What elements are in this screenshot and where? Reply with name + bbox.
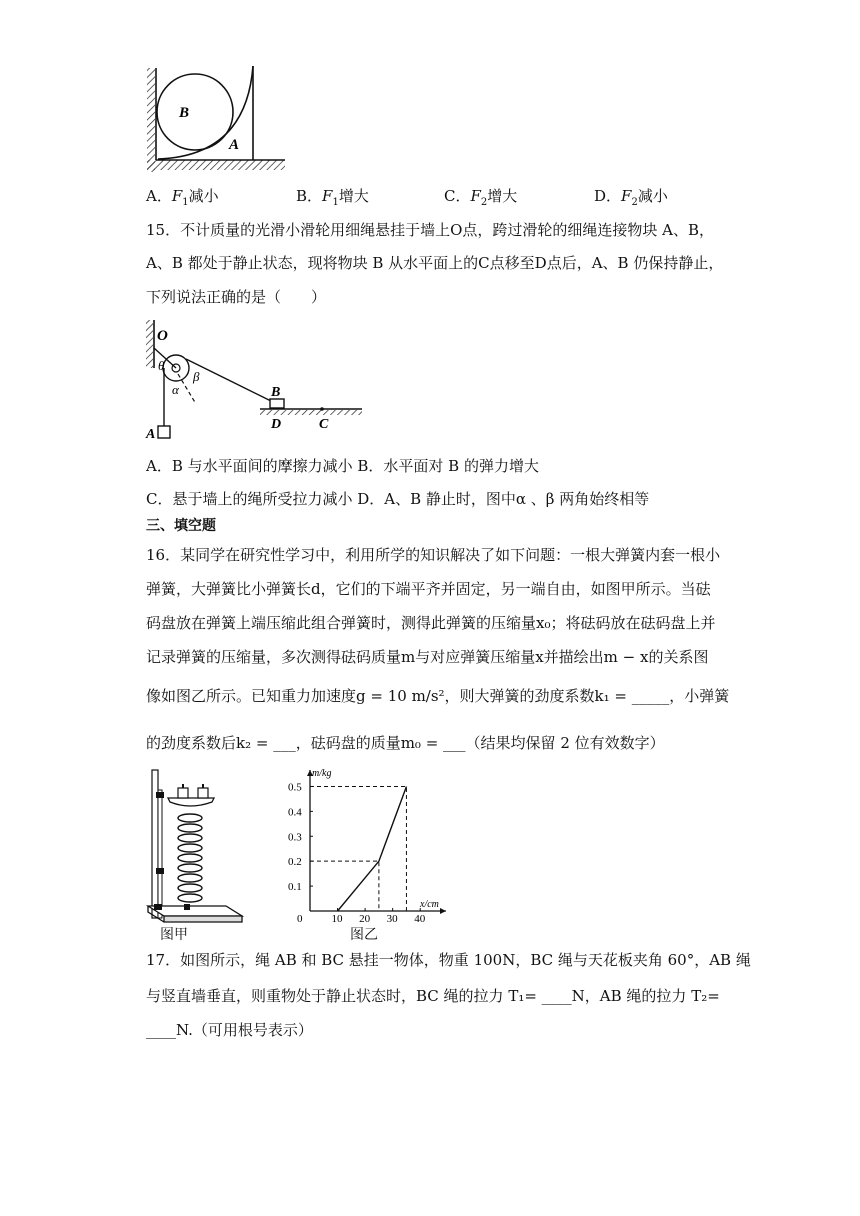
y-tick-label: 0.5 <box>288 781 302 794</box>
q14-option-b: B．$F_1$增大 <box>296 187 369 208</box>
label-b: B <box>271 385 281 400</box>
label-a: A <box>146 427 156 442</box>
y-axis-label: m/kg <box>312 768 332 779</box>
q17-line-1: 17．如图所示，绳 AB 和 BC 悬挂一物体，物重 100N，BC 绳与天花板夹角 60°，AB 绳 <box>146 951 751 969</box>
x-tick-label: 40 <box>414 913 426 924</box>
spring-apparatus-figure <box>146 766 246 926</box>
q17-line-3: ____N.（可用根号表示） <box>146 1021 313 1039</box>
y-tick-label: 0.4 <box>288 806 302 819</box>
spring-coil <box>178 814 202 902</box>
mass-compression-chart <box>284 768 454 924</box>
x-axis-arrow <box>440 908 446 914</box>
block-b <box>270 399 284 408</box>
weight-2 <box>198 788 208 798</box>
x-tick-label: 30 <box>386 913 398 924</box>
fig-label-left: 图甲 <box>160 927 188 943</box>
ball-b <box>157 74 233 150</box>
q14-figure <box>146 64 288 176</box>
q14-option-c: C．$F_2$增大 <box>444 187 518 208</box>
weight-pan <box>168 798 214 806</box>
label-alpha: α <box>172 382 179 397</box>
fig-label-right: 图乙 <box>350 927 378 943</box>
q16-line-3: 码盘放在弹簧上端压缩此组合弹簧时，测得此弹簧的压缩量x₀；将砝码放在砝码盘上并 <box>146 614 716 632</box>
label-b: B <box>179 105 190 121</box>
label-a: A <box>229 137 240 153</box>
q15-figure <box>144 318 370 442</box>
x-tick-label: 20 <box>359 913 371 924</box>
q16-line-4: 记录弹簧的压缩量，多次测得砝码质量m与对应弹簧压缩量x并描绘出m − x的关系图 <box>146 648 709 666</box>
x-tick-label: 0 <box>297 913 303 924</box>
wall-hatch <box>147 68 155 172</box>
label-d: D <box>271 417 282 432</box>
floor-hatch <box>147 160 285 170</box>
series-line <box>338 786 407 911</box>
q15-option-cd: C．悬于墙上的绳所受拉力减小 D．A、B 静止时，图中α 、β 两角始终相等 <box>146 490 650 508</box>
q14-option-a: A．$F_1$减小 <box>146 187 219 208</box>
q15-line-3: 下列说法正确的是（ ） <box>146 288 327 306</box>
q15-line-1: 15．不计质量的光滑小滑轮用细绳悬挂于墙上O点，跨过滑轮的细绳连接物块 A、B， <box>146 221 715 239</box>
label-beta: β <box>193 369 200 384</box>
label-theta: θ <box>158 358 165 373</box>
q17-line-2: 与竖直墙垂直，则重物处于静止状态时，BC 绳的拉力 T₁= ____N，AB 绳的拉力 T₂= <box>146 987 720 1005</box>
section-title: 三、填空题 <box>146 518 216 534</box>
y-tick-label: 0.2 <box>288 856 302 869</box>
label-c: C <box>319 417 329 432</box>
block-a <box>158 426 170 438</box>
weight-1 <box>178 788 188 798</box>
q15-option-ab: A．B 与水平面间的摩擦力减小 B．水平面对 B 的弹力增大 <box>146 457 539 475</box>
dashed-guide <box>310 786 406 911</box>
y-tick-label: 0.1 <box>288 881 302 894</box>
x-tick-label: 10 <box>331 913 343 924</box>
x-axis-label: x/cm <box>420 899 439 910</box>
q16-line-1: 16．某同学在研究性学习中，利用所学的知识解决了如下问题：一根大弹簧内套一根小 <box>146 546 721 564</box>
q16-line-6: 的劲度系数后k₂ = ___，砝码盘的质量m₀ = ___（结果均保留 2 位有效数字） <box>146 734 665 752</box>
label-o: O <box>157 328 168 344</box>
q16-line-5: 像如图乙所示。已知重力加速度g = 10 m/s²，则大弹簧的劲度系数k₁ = _____，小弹簧 <box>146 687 730 705</box>
q16-line-2: 弹簧，大弹簧比小弹簧长d，它们的下端平齐并固定，另一端自由，如图甲所示。当砝 <box>146 580 711 598</box>
q14-option-d: D．$F_2$减小 <box>594 187 668 208</box>
q15-line-2: A、B 都处于静止状态，现将物块 B 从水平面上的C点移至D点后，A、B 仍保持静止， <box>146 254 724 272</box>
y-tick-label: 0.3 <box>288 831 302 844</box>
